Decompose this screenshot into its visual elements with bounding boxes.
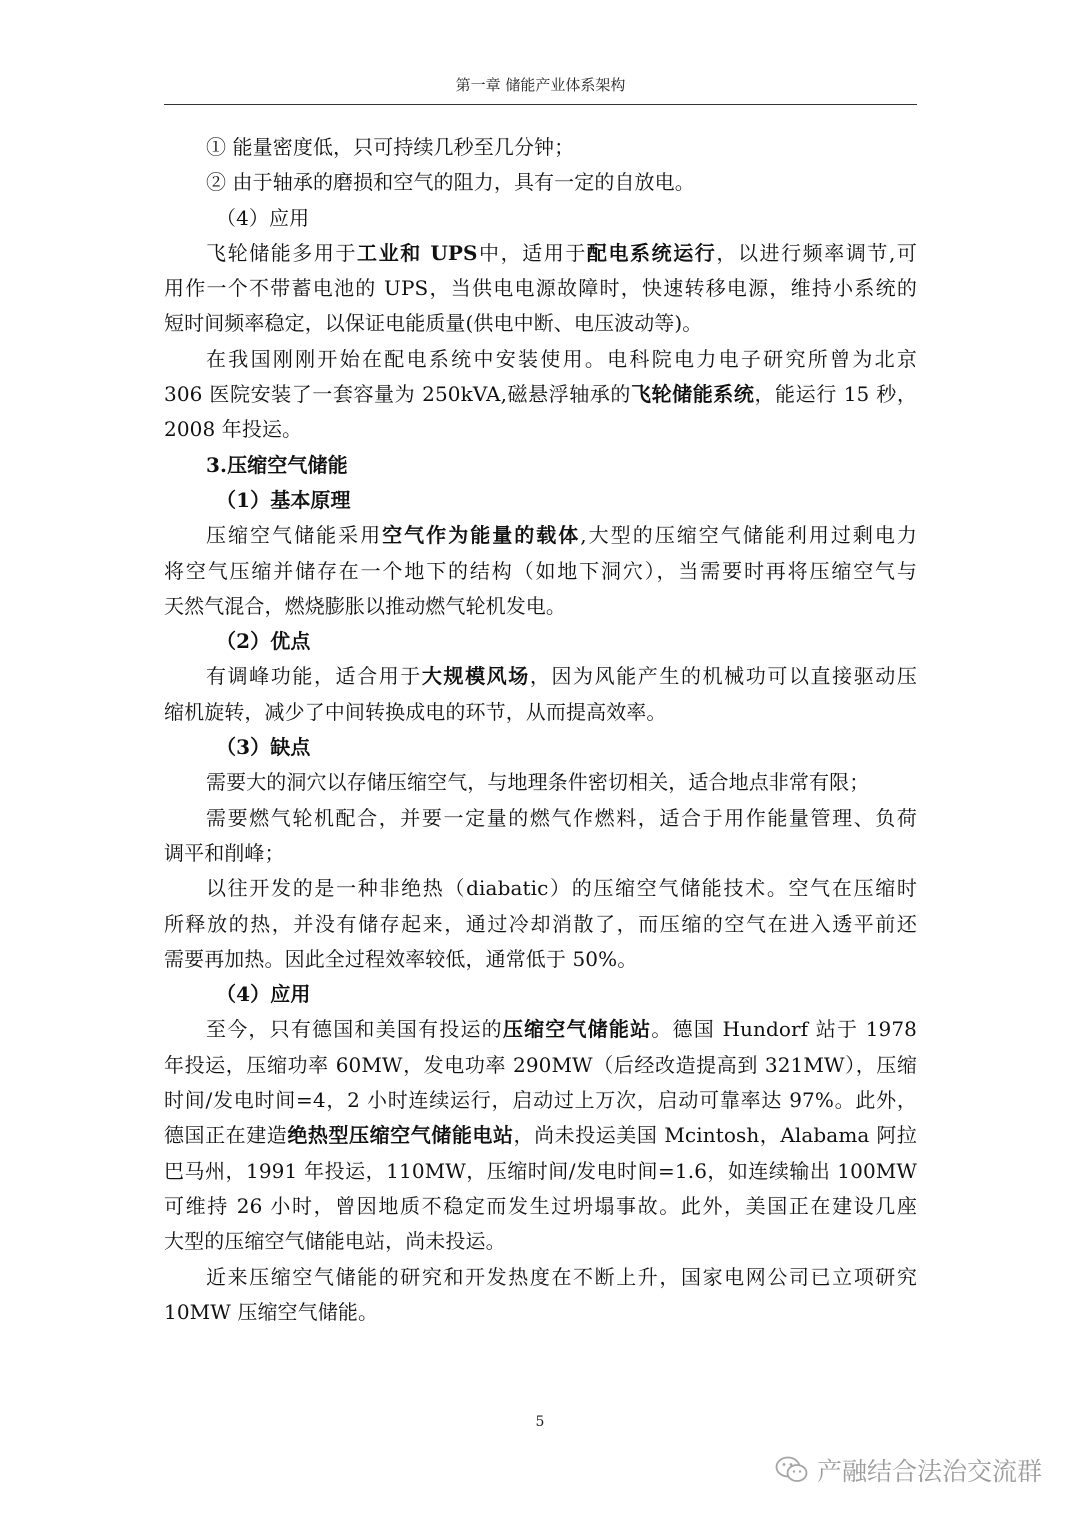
- text-segment: 短时间频率稳定，以保证电能质量(供电中断、电压波动等)。: [164, 311, 703, 336]
- bold-text: 绝热型压缩空气储能电站: [287, 1123, 514, 1148]
- text-line: [164, 624, 917, 659]
- text-line: [164, 977, 917, 1012]
- bold-text: 配电系统运行: [586, 240, 717, 265]
- watermark: [775, 1452, 1042, 1488]
- text-segment: 调平和削峰；: [164, 840, 285, 865]
- text-segment: ，尚未投运美国 Mcintosh，Alabama 阿拉: [513, 1123, 917, 1148]
- bold-text: （1）基本原理: [216, 487, 351, 512]
- text-line: [164, 1012, 917, 1047]
- text-segment: 时间/发电时间=4，2 小时连续运行，启动过上万次，启动可靠率达 97%。此外，: [164, 1088, 917, 1113]
- text-segment: ，以进行频率调节,可: [716, 240, 917, 265]
- text-line: [164, 659, 917, 694]
- text-segment: 306 医院安装了一套容量为 250kVA,磁悬浮轴承的: [164, 382, 631, 407]
- text-segment: （4）应用: [216, 205, 310, 230]
- text-segment: 10MW 压缩空气储能。: [164, 1299, 379, 1324]
- text-line: [164, 695, 917, 730]
- bold-text: 压缩空气储能站: [502, 1017, 652, 1042]
- header-divider: [164, 104, 917, 105]
- text-line: [164, 377, 917, 412]
- text-line: [164, 1118, 917, 1153]
- watermark-text: 产融结合法治交流群: [816, 1457, 1042, 1486]
- bold-text: （4）应用: [216, 982, 311, 1007]
- text-line: [164, 483, 917, 518]
- document-body: [164, 130, 917, 1330]
- text-segment: 近来压缩空气储能的研究和开发热度在不断上升，国家电网公司已立项研究: [206, 1264, 917, 1289]
- text-line: [164, 589, 917, 624]
- text-segment: ，能运行 15 秒，: [754, 382, 917, 407]
- text-segment: 以往开发的是一种非绝热（diabatic）的压缩空气储能技术。空气在压缩时: [206, 876, 917, 901]
- text-segment: 天然气混合，燃烧膨胀以推动燃气轮机发电。: [164, 593, 566, 618]
- text-line: [164, 1295, 917, 1330]
- text-segment: ① 能量密度低，只可持续几秒至几分钟；: [206, 135, 575, 159]
- text-segment: 德国正在建造: [164, 1123, 288, 1148]
- text-line: [164, 554, 917, 589]
- bold-text: （2）优点: [216, 629, 311, 654]
- text-segment: ② 由于轴承的磨损和空气的阻力，具有一定的自放电。: [206, 170, 695, 195]
- text-line: [164, 271, 917, 306]
- text-line: [164, 1154, 917, 1189]
- bold-text: 工业和 UPS: [357, 240, 478, 265]
- text-segment: 中，适用于: [477, 240, 587, 265]
- text-line: [164, 942, 917, 977]
- text-segment: 大型的压缩空气储能电站，尚未投运。: [164, 1229, 506, 1254]
- text-segment: 所释放的热，并没有储存起来，通过冷却消散了，而压缩的空气在进入透平前还: [164, 911, 917, 936]
- text-line: [164, 836, 917, 871]
- text-segment: 在我国刚刚开始在配电系统中安装使用。电科院电力电子研究所曾为北京: [206, 346, 917, 371]
- text-segment: 缩机旋转，减少了中间转换成电的环节，从而提高效率。: [164, 699, 667, 724]
- page-header: 第一章 储能产业体系架构: [455, 76, 626, 94]
- text-line: [164, 130, 917, 165]
- text-line: [164, 306, 917, 341]
- text-segment: 飞轮储能多用于: [206, 240, 358, 265]
- bold-text: 飞轮储能系统: [630, 382, 755, 407]
- text-segment: ,大型的压缩空气储能利用过剩电力: [580, 523, 917, 548]
- text-segment: 巴马州，1991 年投运，110MW，压缩时间/发电时间=1.6，如连续输出 100MW: [164, 1158, 917, 1183]
- text-line: [164, 518, 917, 553]
- bold-text: 空气作为能量的载体: [382, 523, 581, 548]
- text-segment: 需要大的洞穴以存储压缩空气，与地理条件密切相关，适合地点非常有限；: [206, 770, 870, 795]
- bold-text: （3）缺点: [216, 735, 311, 760]
- text-segment: 压缩空气储能采用: [206, 523, 383, 548]
- text-line: [164, 765, 917, 800]
- text-line: [164, 342, 917, 377]
- text-segment: 可维持 26 小时，曾因地质不稳定而发生过坍塌事故。此外，美国正在建设几座: [164, 1193, 917, 1218]
- text-line: [164, 448, 917, 483]
- text-segment: 需要燃气轮机配合，并要一定量的燃气作燃料，适合于用作能量管理、负荷: [206, 805, 917, 830]
- text-line: [164, 801, 917, 836]
- text-line: [164, 1224, 917, 1259]
- text-line: [164, 907, 917, 942]
- text-line: [164, 1048, 917, 1083]
- page-number: 5: [535, 1414, 545, 1430]
- text-line: [164, 412, 917, 447]
- text-line: [164, 165, 917, 200]
- bold-text: 3.压缩空气储能: [206, 452, 348, 477]
- text-line: [164, 1260, 917, 1295]
- wechat-icon: [775, 1455, 809, 1485]
- text-line: [164, 236, 917, 271]
- text-segment: 2008 年投运。: [164, 417, 303, 442]
- text-segment: 有调峰功能，适合用于: [206, 664, 422, 689]
- bold-text: 大规模风场: [421, 664, 530, 689]
- text-segment: ，因为风能产生的机械功可以直接驱动压: [529, 664, 917, 689]
- text-segment: 至今，只有德国和美国有投运的: [206, 1017, 503, 1042]
- text-line: [164, 1083, 917, 1118]
- text-segment: 年投运，压缩功率 60MW，发电功率 290MW（后经改造提高到 321MW），压缩: [164, 1052, 917, 1077]
- text-segment: 将空气压缩并储存在一个地下的结构（如地下洞穴），当需要时再将压缩空气与: [164, 558, 917, 583]
- text-line: [164, 730, 917, 765]
- text-line: [164, 871, 917, 906]
- text-line: [164, 1189, 917, 1224]
- text-segment: 。德国 Hundorf 站于 1978: [651, 1017, 917, 1042]
- text-line: [164, 201, 917, 236]
- text-segment: 用作一个不带蓄电池的 UPS，当供电电源故障时，快速转移电源，维持小系统的: [164, 276, 917, 301]
- text-segment: 需要再加热。因此全过程效率较低，通常低于 50%。: [164, 946, 638, 971]
